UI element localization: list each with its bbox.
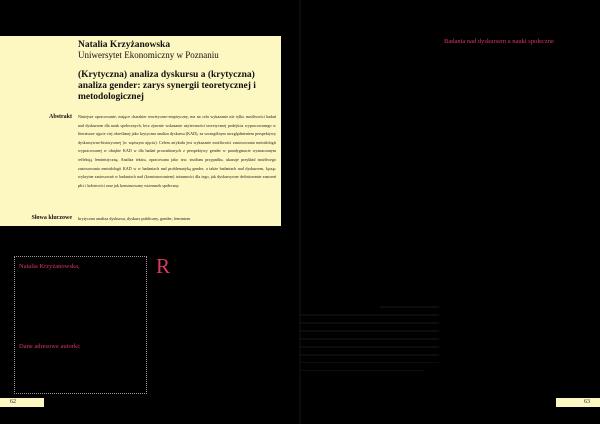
- author-info-box: [14, 256, 147, 394]
- faint-text-line: [299, 362, 439, 364]
- faint-text-line: [299, 354, 439, 356]
- article-title: (Krytyczna) analiza dyskursu a (krytyczna) analiza gender: zarys synergii teoretycznej i metodologicznej: [78, 70, 256, 102]
- author-address-label: Dane adresowe autorki:: [19, 343, 81, 350]
- faint-text-line: [299, 338, 439, 340]
- faint-text-line: [299, 314, 439, 316]
- abstract-label: Abstrakt: [48, 114, 72, 120]
- faint-text-line: [299, 370, 425, 372]
- faint-text-line: [299, 322, 439, 324]
- page-number-right: 63: [556, 398, 600, 407]
- running-head: Badania nad dyskursem a nauki społeczne: [444, 38, 554, 45]
- author-affiliation: Uniwersytet Ekonomiczny w Poznaniu: [78, 50, 219, 60]
- abstract-text: Niniejsze opracowanie, mające charakter teoretyczno-empiryczny, ma na celu wykazanie nie tylko możliwości badań nad dyskursem dla nauk społecznych, lecz zjawnie wskazanie użyteczności teoretycznej podejścia wypracowanego w literaturze ujęcie ciej określanej jako krytyczna analiza dyskursu (KAD), za szczególnym uwzględnieniem perspektywy dyskursywno-historycznej (w węższym ujęciu). Celem artykułu jest wykazanie możliwości zastosowania metodologii wypracowanej w obrębie KAD w dla badań prowadzonych z perspektywy gender w paradygmacie wyznaczanym refleksją feministyczną. Analiza tekstu, opracowana jako tzw. studium przypadku, ukazuje przykład możliwego zastosowania metodologii KAD w w badaniach nad problematyką gender, a także badaniach nad dyskursem, łącząc wykrytne zastosowań w badaniach nad (konstruowaniem) tożsamości dla tego, jak dyskursywne definiowanie znaczeń płci i kobiecości oraz jak konstruowany wizerunek społeczny.: [78, 114, 276, 188]
- page-number-left: 62: [0, 398, 44, 407]
- author-box-name: Natalia Krzyżanowska,: [19, 263, 80, 270]
- faint-text-line: [299, 330, 439, 332]
- abstract-box: [0, 36, 281, 226]
- faint-body-text: [299, 306, 439, 378]
- faint-text-line: [380, 306, 439, 308]
- faint-text-line: [299, 346, 439, 348]
- drop-cap: R: [156, 254, 171, 278]
- author-name: Natalia Krzyżanowska: [78, 40, 171, 50]
- keywords-text: krytyczna analiza dyskursu, dyskurs publiczny, gender, feminizm: [78, 216, 191, 221]
- keywords-label: Słowa kluczowe: [31, 215, 72, 221]
